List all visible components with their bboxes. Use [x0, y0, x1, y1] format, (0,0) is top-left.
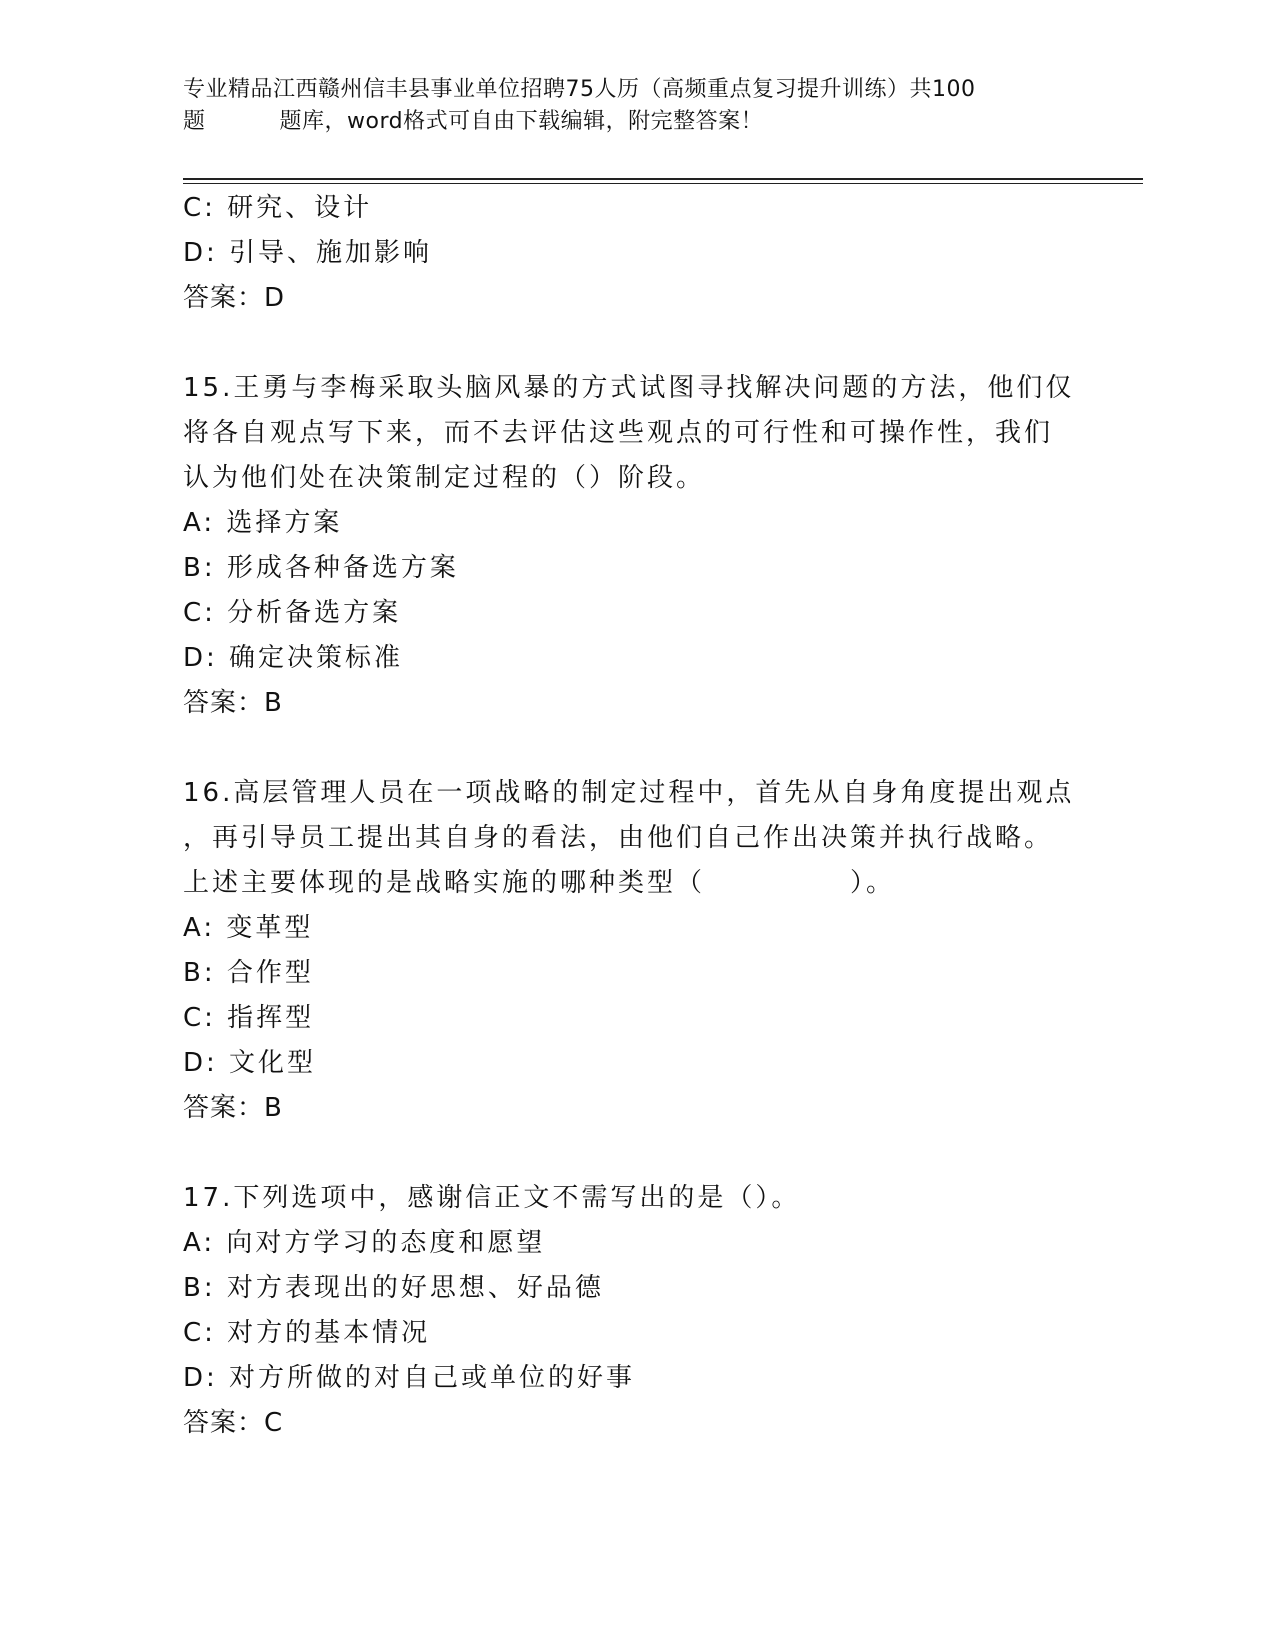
- answer: 答案：B: [183, 688, 283, 718]
- question-15: [183, 366, 1083, 726]
- option-a: A: 向对方学习的态度和愿望: [183, 1228, 546, 1258]
- option-a: A: 变革型: [183, 913, 314, 943]
- answer: 答案：D: [183, 283, 286, 313]
- option-b: B: 合作型: [183, 958, 314, 988]
- option-d: D: 文化型: [183, 1048, 317, 1078]
- option-b: B: 形成各种备选方案: [183, 553, 459, 583]
- option-a: A: 选择方案: [183, 508, 343, 538]
- option-c: C: 对方的基本情况: [183, 1318, 431, 1348]
- question-stem-line: 上述主要体现的是战略实施的哪种类型（ ）。: [183, 868, 896, 898]
- option-d: D: 确定决策标准: [183, 643, 404, 673]
- question-stem-line: 将各自观点写下来，而不去评估这些观点的可行性和可操作性，我们: [183, 418, 1054, 448]
- option-c: C: 研究、设计: [183, 193, 373, 223]
- question-stem-line: 17.下列选项中，感谢信正文不需写出的是（）。: [183, 1183, 801, 1213]
- question-16: [183, 771, 1083, 1131]
- question-stem-line: 认为他们处在决策制定过程的（）阶段。: [183, 463, 706, 493]
- option-c: C: 分析备选方案: [183, 598, 402, 628]
- option-c: C: 指挥型: [183, 1003, 315, 1033]
- option-b: B: 对方表现出的好思想、好品德: [183, 1273, 604, 1303]
- answer: 答案：C: [183, 1408, 284, 1438]
- question-14-tail: [183, 186, 1083, 321]
- question-stem-line: ，再引导员工提出其自身的看法，由他们自己作出决策并执行战略。: [183, 823, 1054, 853]
- page-header: [183, 74, 1063, 138]
- header-title-line-2: [183, 106, 1063, 138]
- header-divider-thin: [183, 183, 1143, 184]
- question-list: [183, 186, 1083, 1446]
- answer: 答案：B: [183, 1093, 283, 1123]
- header-title-line-1: 专业精品江西赣州信丰县事业单位招聘75人历（高频重点复习提升训练）共100: [183, 77, 976, 102]
- header-divider-thick: [183, 178, 1143, 180]
- question-stem-line: 16.高层管理人员在一项战略的制定过程中，首先从自身角度提出观点: [183, 778, 1075, 808]
- header-subtitle: 题库，word格式可自由下载编辑，附完整答案！: [279, 109, 764, 134]
- question-stem-line: 15.王勇与李梅采取头脑风暴的方式试图寻找解决问题的方法，他们仅: [183, 373, 1075, 403]
- option-d: D: 引导、施加影响: [183, 238, 433, 268]
- option-d: D: 对方所做的对自己或单位的好事: [183, 1363, 636, 1393]
- header-title-fragment: 题: [183, 109, 206, 134]
- question-17: [183, 1176, 1083, 1446]
